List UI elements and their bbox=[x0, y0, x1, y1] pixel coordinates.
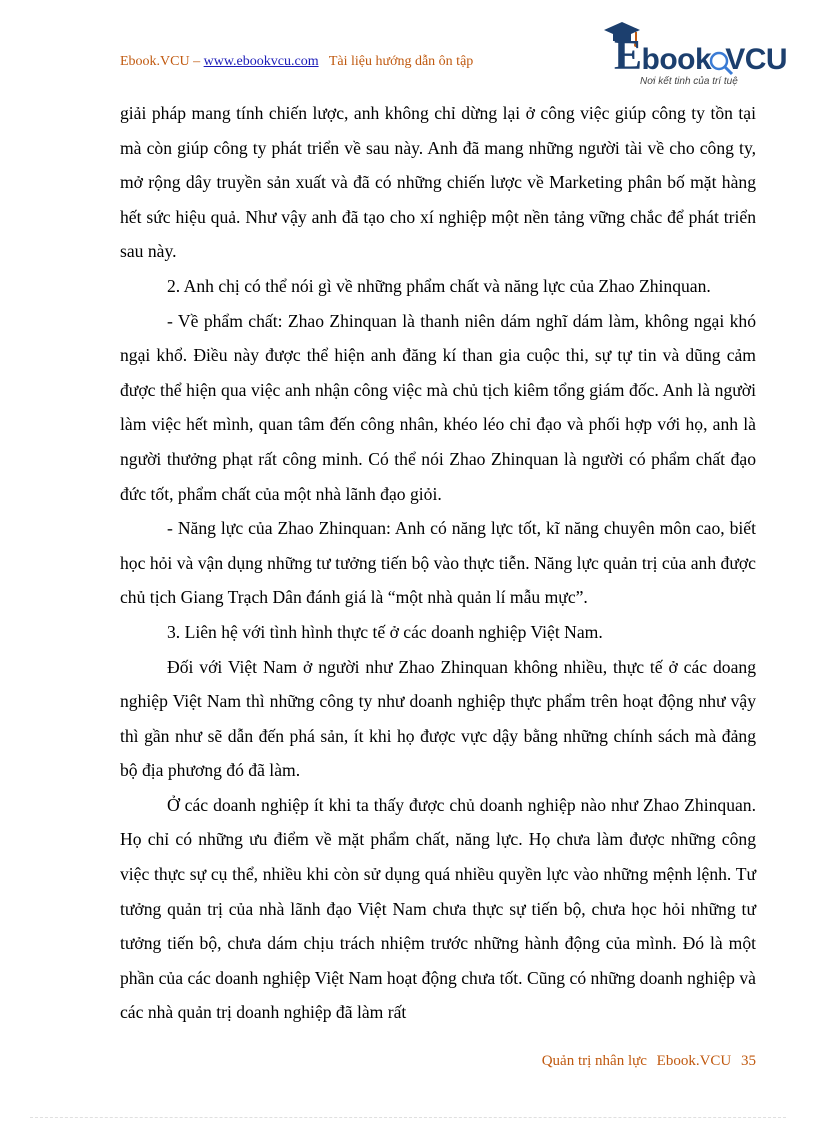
page-header bbox=[120, 54, 473, 70]
ebook-vcu-logo bbox=[600, 20, 788, 90]
logo-tagline: Nơi kết tinh của trí tuệ bbox=[640, 76, 738, 87]
header-site: Ebook.VCU – bbox=[120, 54, 201, 69]
page-footer bbox=[536, 1053, 756, 1070]
section-heading: 2. Anh chị có thể nói gì về những phẩm chất và năng lực của Zhao Zhinquan. bbox=[167, 275, 711, 296]
header-subtitle: Tài liệu hướng dẫn ôn tập bbox=[328, 54, 474, 69]
page-number: 35 bbox=[741, 1053, 756, 1069]
paragraph: Ở các doanh nghiệp ít khi ta thấy được chủ doanh nghiệp nào như Zhao Zhinquan. Họ chỉ có những ưu điểm về mặt phẩm chất, năng lực. Họ chưa làm được những công việc thực sự cụ thể, nhiều khi còn sử dụng quá nhiều quyền lực vào những mệnh lệnh. Tư tưởng quản trị của nhà lãnh đạo Việt Nam chưa thực sự tiến bộ, chưa học hỏi những tư tưởng tiến bộ, chưa dám chịu trách nhiệm trước những hành động của mình. Đó là một phần của các doanh nghiệp Việt Nam hoạt động chưa tốt. Cũng có những doanh nghiệp và các nhà quản trị doanh nghiệp đã làm rất bbox=[120, 794, 756, 1023]
paragraph: - Về phẩm chất: Zhao Zhinquan là thanh niên dám nghĩ dám làm, không ngại khó ngại khổ. Điều này được thể hiện anh đăng kí than gia cuộc thi, sự tự tin và dũng cảm được thể hiện qua việc anh nhận công việc mà chủ tịch kiêm tổng giám đốc. Anh là người làm việc hết mình, quan tâm đến công nhân, khéo léo chỉ đạo và phối hợp với họ, anh là người thưởng phạt rất công minh. Có thể nói Zhao Zhinquan là người có phẩm chất đạo đức tốt, phẩm chất của một nhà lãnh đạo giỏi. bbox=[120, 310, 756, 504]
header-url-link[interactable]: www.ebookvcu.com bbox=[203, 54, 319, 69]
paragraph: - Năng lực của Zhao Zhinquan: Anh có năng lực tốt, kĩ năng chuyên môn cao, biết học hỏi và vận dụng những tư tưởng tiến bộ vào thực tiễn. Năng lực quản trị của anh được chủ tịch Giang Trạch Dân đánh giá là “một nhà quản lí mẫu mực”. bbox=[120, 518, 756, 608]
paragraph: giải pháp mang tính chiến lược, anh không chỉ dừng lại ở công việc giúp công ty tồn tại mà còn giúp công ty phát triển về sau này. Anh đã mang những người tài về cho công ty, mở rộng dây truyền sản xuất và đã có những chiến lược về Marketing phân bố mặt hàng hết sức hiệu quả. Như vậy anh đã tạo cho xí nghiệp một nền tảng vững chắc để phát triển sau này. bbox=[120, 103, 756, 262]
section-heading: 3. Liên hệ với tình hình thực tế ở các doanh nghiệp Việt Nam. bbox=[167, 621, 603, 642]
footer-text: Quản trị nhân lực bbox=[541, 1053, 647, 1069]
logo-vcu: VCU bbox=[725, 43, 788, 76]
logo-wordmark bbox=[614, 32, 787, 80]
logo-letter-e: E bbox=[614, 33, 642, 79]
body-text bbox=[120, 96, 756, 1030]
logo-book: book bbox=[641, 43, 712, 76]
page-bottom-divider bbox=[30, 1117, 786, 1118]
paragraph: Đối với Việt Nam ở người như Zhao Zhinquan không nhiều, thực tế ở các doang nghiệp Việt Nam thì những công ty như doanh nghiệp thực phẩm trên hoạt động như vậy thì gần như sẽ dẫn đến phá sản, ít khi họ được vực dậy bằng những chính sách mà đảng bộ địa phương đó đã làm. bbox=[120, 656, 756, 781]
footer-brand: Ebook.VCU bbox=[656, 1053, 732, 1069]
